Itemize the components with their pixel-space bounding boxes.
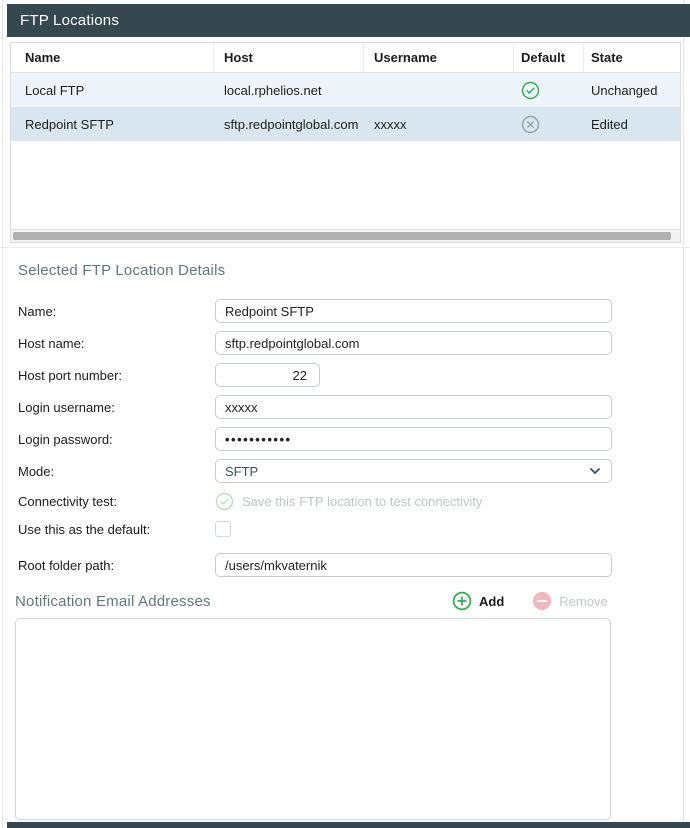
use-default-label: Use this as the default: xyxy=(18,521,151,537)
ftp-locations-table xyxy=(10,42,681,243)
form-row-username xyxy=(18,395,612,419)
use-default-checkbox[interactable] xyxy=(215,521,231,537)
cross-circle-icon xyxy=(521,115,540,134)
cell-name: Redpoint SFTP xyxy=(25,116,114,132)
form-row-host xyxy=(18,331,612,355)
host-label: Host name: xyxy=(18,335,85,351)
scrollbar-thumb[interactable] xyxy=(13,232,671,240)
column-header-host: Host xyxy=(214,43,364,72)
username-label: Login username: xyxy=(18,399,115,415)
port-input[interactable] xyxy=(215,363,320,387)
port-label: Host port number: xyxy=(18,367,123,383)
emails-heading: Notification Email Addresses xyxy=(15,593,211,610)
connectivity-label: Connectivity test: xyxy=(18,494,117,509)
cell-state: Edited xyxy=(591,116,628,132)
cell-default xyxy=(514,73,584,107)
mode-select[interactable] xyxy=(215,459,612,483)
form-row-use-default xyxy=(18,520,612,538)
cell-host: local.rphelios.net xyxy=(224,82,322,98)
cell-username: xxxxx xyxy=(374,116,407,132)
cell-state: Unchanged xyxy=(591,82,658,98)
cell-username xyxy=(364,73,514,107)
add-button-label: Add xyxy=(479,593,505,609)
check-circle-disabled-icon xyxy=(215,492,234,511)
column-header-default: Default xyxy=(514,43,584,72)
mode-selected-value: SFTP xyxy=(225,463,259,479)
email-actions xyxy=(452,591,608,611)
login-password-input[interactable] xyxy=(215,427,612,451)
check-circle-icon xyxy=(521,81,540,100)
form-row-root-path xyxy=(18,553,612,577)
table-row-selected[interactable] xyxy=(11,107,680,141)
table-horizontal-scrollbar[interactable] xyxy=(11,229,680,242)
host-name-input[interactable] xyxy=(215,331,612,355)
name-label: Name: xyxy=(18,303,57,319)
root-folder-path-input[interactable] xyxy=(215,553,612,577)
form-row-mode xyxy=(18,459,612,483)
add-email-button[interactable] xyxy=(452,591,504,611)
cell-default xyxy=(514,107,584,141)
root-path-label: Root folder path: xyxy=(18,557,115,573)
table-row[interactable] xyxy=(11,73,680,107)
form-row-port xyxy=(18,363,612,387)
section-divider xyxy=(0,247,690,248)
password-label: Login password: xyxy=(18,431,113,447)
column-header-username: Username xyxy=(364,43,514,72)
details-heading: Selected FTP Location Details xyxy=(18,262,226,279)
column-header-name: Name xyxy=(11,43,214,72)
connectivity-message: Save this FTP location to test connectivity xyxy=(242,494,483,509)
mode-label: Mode: xyxy=(18,463,55,479)
next-section-header-edge xyxy=(7,822,690,828)
form-row-name xyxy=(18,299,612,323)
name-input[interactable] xyxy=(215,299,612,323)
remove-email-button[interactable] xyxy=(532,591,607,611)
form-row-connectivity xyxy=(18,491,612,512)
ftp-details-form xyxy=(18,299,612,585)
form-row-password xyxy=(18,427,612,451)
cell-name: Local FTP xyxy=(25,82,85,98)
login-username-input[interactable] xyxy=(215,395,612,419)
add-plus-icon xyxy=(452,591,472,611)
remove-minus-icon xyxy=(532,591,552,611)
column-header-state: State xyxy=(591,50,623,65)
remove-button-label: Remove xyxy=(559,593,608,609)
chevron-down-icon xyxy=(588,464,602,478)
table-empty-area xyxy=(11,141,680,229)
notification-emails-list[interactable] xyxy=(15,618,611,820)
section-title: FTP Locations xyxy=(20,12,120,29)
cell-host: sftp.redpointglobal.com xyxy=(224,116,359,132)
section-header-ftp-locations xyxy=(7,4,690,37)
connectivity-status xyxy=(215,492,482,511)
table-header-row xyxy=(11,43,680,73)
panel-right-border xyxy=(683,0,684,828)
panel-left-border xyxy=(2,0,3,828)
